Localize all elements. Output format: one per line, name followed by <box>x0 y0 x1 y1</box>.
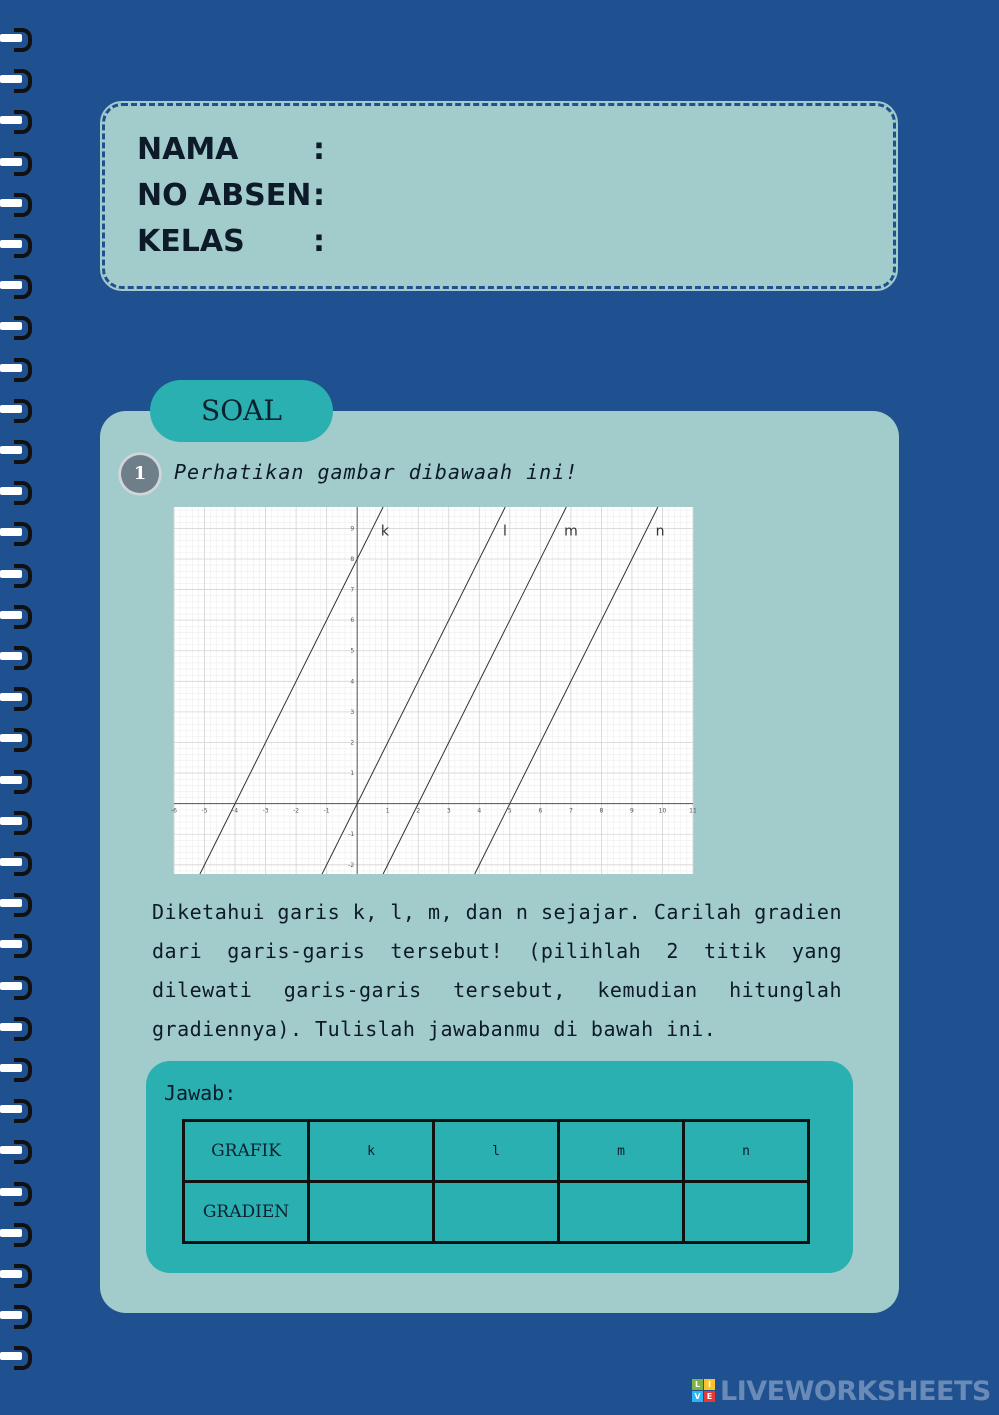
spiral-ring <box>0 770 34 790</box>
spiral-binding <box>0 28 40 1398</box>
spiral-ring <box>0 193 34 213</box>
logo-letter-l: L <box>692 1379 703 1390</box>
grafik-header: GRAFIK <box>184 1121 309 1182</box>
logo-letter-i: I <box>704 1379 715 1390</box>
x-tick-label: 10 <box>658 807 667 815</box>
question-prompt: Perhatikan gambar dibawaah ini! <box>174 460 579 484</box>
graph-svg <box>171 507 697 874</box>
table-row-grafik <box>184 1121 809 1182</box>
kelas-field <box>137 224 325 259</box>
gradien-header: GRADIEN <box>184 1182 309 1243</box>
spiral-ring <box>0 152 34 172</box>
y-tick-label: 7 <box>350 586 355 594</box>
answer-box <box>146 1061 853 1273</box>
gradient-input-n[interactable] <box>684 1182 809 1243</box>
name-colon: : <box>313 132 325 167</box>
spiral-ring <box>0 934 34 954</box>
spiral-ring <box>0 69 34 89</box>
x-tick-label: -5 <box>201 807 208 815</box>
y-tick-label: 4 <box>350 678 355 686</box>
name-label: NAMA <box>137 132 239 167</box>
x-tick-label: -1 <box>323 807 330 815</box>
table-row-gradien <box>184 1182 809 1243</box>
x-tick-label: -2 <box>293 807 300 815</box>
column-k: k <box>309 1121 434 1182</box>
spiral-ring <box>0 358 34 378</box>
answer-label: Jawab: <box>164 1081 237 1105</box>
x-tick-label: -6 <box>171 807 177 815</box>
spiral-ring <box>0 687 34 707</box>
student-info-box <box>102 103 896 289</box>
spiral-ring <box>0 1223 34 1243</box>
spiral-ring <box>0 1140 34 1160</box>
spiral-ring <box>0 852 34 872</box>
section-tag: SOAL <box>150 380 333 442</box>
series-label-n: n <box>655 523 665 540</box>
spiral-ring <box>0 1182 34 1202</box>
spiral-ring <box>0 1346 34 1366</box>
absen-colon: : <box>313 178 325 213</box>
y-tick-label: 8 <box>350 555 355 563</box>
column-m: m <box>559 1121 684 1182</box>
kelas-colon: : <box>313 224 325 259</box>
spiral-ring <box>0 481 34 501</box>
spiral-ring <box>0 1264 34 1284</box>
y-tick-label: 5 <box>350 647 355 655</box>
y-tick-label: 2 <box>350 739 355 747</box>
logo-letter-e: E <box>704 1391 715 1402</box>
spiral-ring <box>0 440 34 460</box>
logo-text: LIVEWORKSHEETS <box>720 1376 991 1407</box>
series-label-l: l <box>503 523 507 540</box>
x-tick-label: 11 <box>689 807 697 815</box>
column-n: n <box>684 1121 809 1182</box>
name-field <box>137 132 325 167</box>
y-tick-label: -1 <box>348 831 355 839</box>
series-label-k: k <box>380 523 390 540</box>
x-tick-label: -4 <box>232 807 239 815</box>
spiral-ring <box>0 1099 34 1119</box>
answer-table <box>182 1119 810 1244</box>
gradient-input-l[interactable] <box>434 1182 559 1243</box>
question-body: Diketahui garis k, l, m, dan n sejajar. Carilah gradien dari garis-garis tersebut! (pilihlah 2 titik yang dilewati garis-garis tersebut, kemudian hitunglah gradiennya). Tulislah jawabanmu di bawah ini. <box>152 900 842 1041</box>
absen-label: NO ABSEN <box>137 178 312 213</box>
spiral-ring <box>0 275 34 295</box>
spiral-ring <box>0 399 34 419</box>
series-line-k <box>200 507 383 874</box>
series-label-m: m <box>564 523 578 540</box>
spiral-ring <box>0 605 34 625</box>
spiral-ring <box>0 234 34 254</box>
y-tick-label: 3 <box>350 708 355 716</box>
kelas-label: KELAS <box>137 224 245 259</box>
spiral-ring <box>0 728 34 748</box>
gradient-input-k[interactable] <box>309 1182 434 1243</box>
question-number-badge: 1 <box>118 452 162 496</box>
x-tick-label: 4 <box>477 807 482 815</box>
spiral-ring <box>0 1305 34 1325</box>
spiral-ring <box>0 976 34 996</box>
series-line-n <box>475 507 658 874</box>
y-tick-label: 9 <box>350 525 355 533</box>
spiral-ring <box>0 564 34 584</box>
gradient-input-m[interactable] <box>559 1182 684 1243</box>
x-tick-label: 8 <box>599 807 604 815</box>
x-tick-label: 5 <box>507 807 512 815</box>
x-tick-label: 9 <box>630 807 634 815</box>
x-tick-label: 6 <box>538 807 543 815</box>
spiral-ring <box>0 893 34 913</box>
logo-icon <box>692 1379 716 1403</box>
spiral-ring <box>0 28 34 48</box>
line-graph <box>171 507 697 874</box>
x-tick-label: 2 <box>416 807 421 815</box>
x-tick-label: 7 <box>568 807 573 815</box>
spiral-ring <box>0 811 34 831</box>
absen-field <box>137 178 325 213</box>
y-tick-label: -2 <box>348 861 355 869</box>
spiral-ring <box>0 1017 34 1037</box>
spiral-ring <box>0 110 34 130</box>
series-line-m <box>380 507 566 874</box>
spiral-ring <box>0 646 34 666</box>
x-tick-label: 3 <box>446 807 451 815</box>
column-l: l <box>434 1121 559 1182</box>
spiral-ring <box>0 1058 34 1078</box>
x-tick-label: -3 <box>262 807 269 815</box>
spiral-ring <box>0 522 34 542</box>
x-tick-label: 1 <box>385 807 390 815</box>
spiral-ring <box>0 316 34 336</box>
y-tick-label: 1 <box>350 770 355 778</box>
y-tick-label: 6 <box>350 617 355 625</box>
logo-letter-v: V <box>692 1391 703 1402</box>
